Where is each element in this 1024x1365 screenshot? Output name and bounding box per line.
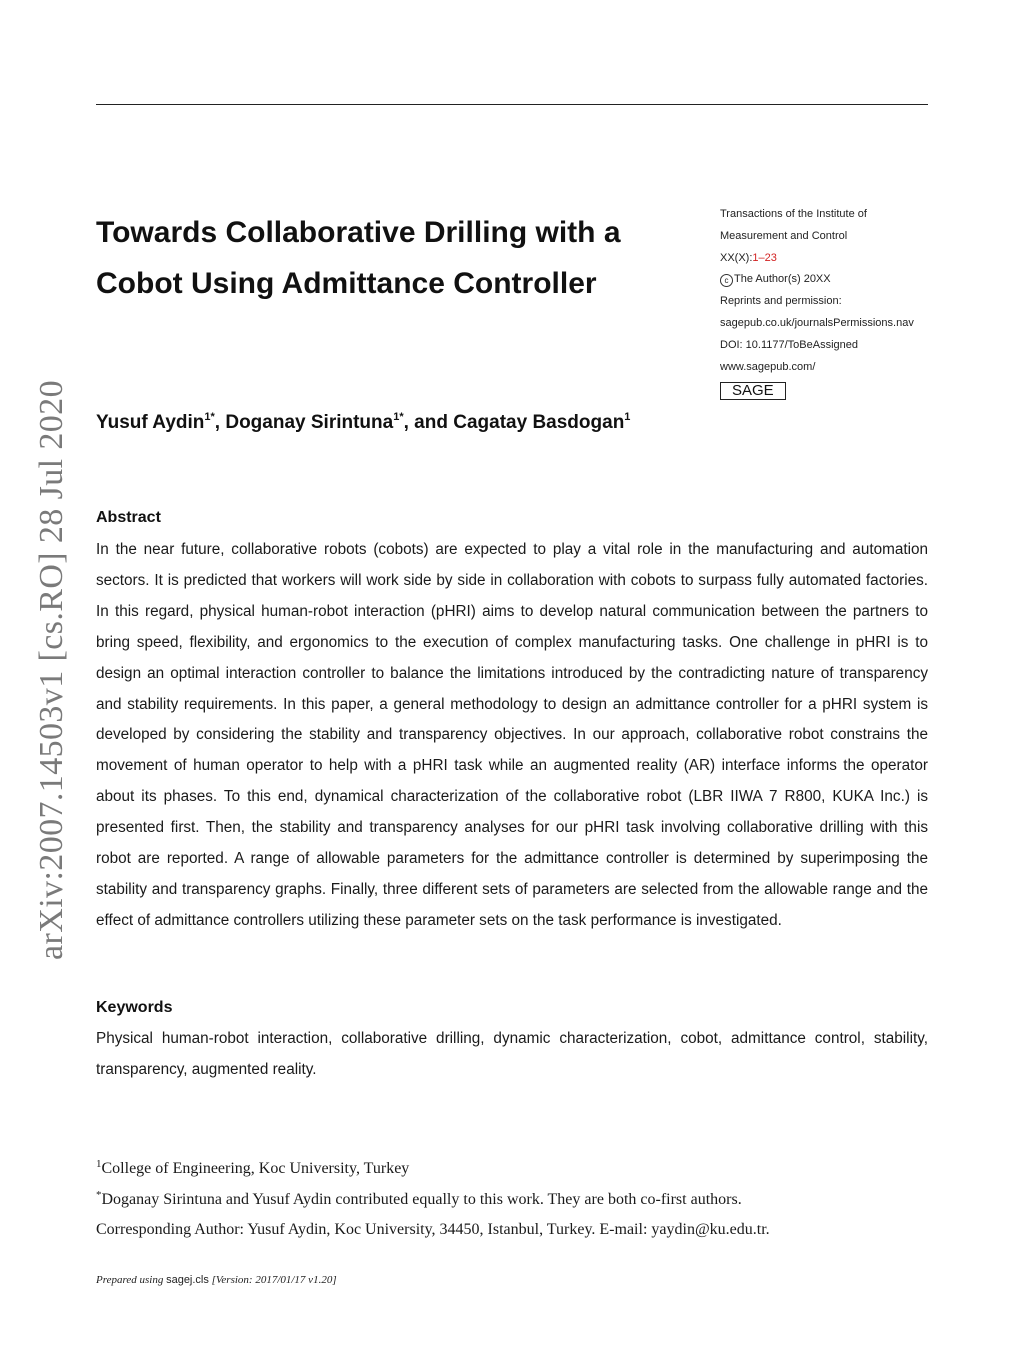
footnote-corresponding-author: Corresponding Author: Yusuf Aydin, Koc University, 34450, Istanbul, Turkey. E-mail: yaydin@ku.edu.tr. xyxy=(96,1221,770,1238)
prepared-prefix: Prepared using xyxy=(96,1274,167,1286)
journal-info xyxy=(720,204,950,404)
abstract-heading: Abstract xyxy=(96,509,161,526)
author-separator: , xyxy=(214,412,226,433)
journal-volume xyxy=(720,248,950,270)
journal-reprints-url: sagepub.co.uk/journalsPermissions.nav xyxy=(720,316,914,329)
author-name: Doganay Sirintuna xyxy=(225,412,394,433)
footnote-marker: * xyxy=(96,1188,102,1201)
journal-name-line-2: Measurement and Control xyxy=(720,229,848,242)
journal-copyright xyxy=(720,269,950,291)
footnote-equal-contribution xyxy=(96,1185,936,1216)
author-affiliation-marker: 1 xyxy=(624,411,631,423)
author-list xyxy=(96,412,630,434)
prepared-cls: sagej.cls xyxy=(166,1274,209,1286)
copyright-icon: c xyxy=(720,274,733,287)
author-name: Cagatay Basdogan xyxy=(453,412,625,433)
volume-prefix: XX(X): xyxy=(720,251,753,264)
header-rule xyxy=(96,104,928,105)
journal-reprints: Reprints and permission: xyxy=(720,295,842,308)
abstract-text: In the near future, collaborative robots (cobots) are expected to play a vital role in the manufacturing and automation sectors. It is predicted that workers will work side by side in collaboration with cobots to surpass fully automated factories. In this regard, physical human-robot interaction (pHRI) aims to develop natural communication between the partners to bring speed, flexibility, and ergonomics to the execution of complex manufacturing tasks. One challenge in pHRI is to design an optimal interaction controller to balance the limitations introduced by the contradicting nature of transparency and stability requirements. In this paper, a general methodology to design an admittance controller for a pHRI system is developed by considering the stability and transparency objectives. In our approach, collaborative robot constrains the movement of human operator to help with a pHRI task while an augmented reality (AR) interface informs the operator about its phases. To this end, dynamical characterization of the collaborative robot (LBR IIWA 7 R800, KUKA Inc.) is presented first. Then, the stability and transparency analyses for our pHRI task involving collaborative drilling with this robot are reported. A range of allowable parameters for the admittance controller is determined by superimposing the stability and transparency graphs. Finally, three different sets of parameters are selected from the allowable range and the effect of admittance controllers utilizing these parameter sets on the task performance is investigated. xyxy=(96,541,928,929)
keywords-text: Physical human-robot interaction, collaborative drilling, dynamic characterization, cobot, admittance control, stability, transparency, augmented reality. xyxy=(96,1030,928,1078)
footnote-marker: 1 xyxy=(96,1158,102,1170)
footnote-affiliation-text: College of Engineering, Koc University, Turkey xyxy=(101,1160,410,1177)
journal-doi: DOI: 10.1177/ToBeAssigned xyxy=(720,338,858,351)
prepared-version: [Version: 2017/01/17 v1.20] xyxy=(208,1274,337,1286)
title-line-1: Towards Collaborative Drilling with a xyxy=(96,216,621,249)
sage-logo: SAGE xyxy=(720,382,786,400)
footnote-equal-text: Doganay Sirintuna and Yusuf Aydin contributed equally to this work. They are both co-first authors. xyxy=(101,1190,742,1208)
page-range-link[interactable]: 1–23 xyxy=(752,251,777,264)
author-separator: , and xyxy=(403,412,454,433)
title-line-2: Cobot Using Admittance Controller xyxy=(96,267,597,300)
keywords-heading: Keywords xyxy=(96,999,173,1016)
paper-title xyxy=(96,207,696,309)
prepared-using-note xyxy=(96,1274,337,1286)
author-name: Yusuf Aydin xyxy=(96,412,205,433)
copyright-text: The Author(s) 20XX xyxy=(734,273,831,286)
footnote-affiliation xyxy=(96,1154,936,1185)
journal-website: www.sagepub.com/ xyxy=(720,360,816,373)
arxiv-stamp: arXiv:2007.14503v1 [cs.RO] 28 Jul 2020 xyxy=(33,380,70,960)
author-affiliation-marker: 1* xyxy=(393,411,404,423)
journal-name-line-1: Transactions of the Institute of xyxy=(720,208,867,220)
footnotes xyxy=(96,1154,936,1246)
author-affiliation-marker: 1* xyxy=(204,411,215,423)
